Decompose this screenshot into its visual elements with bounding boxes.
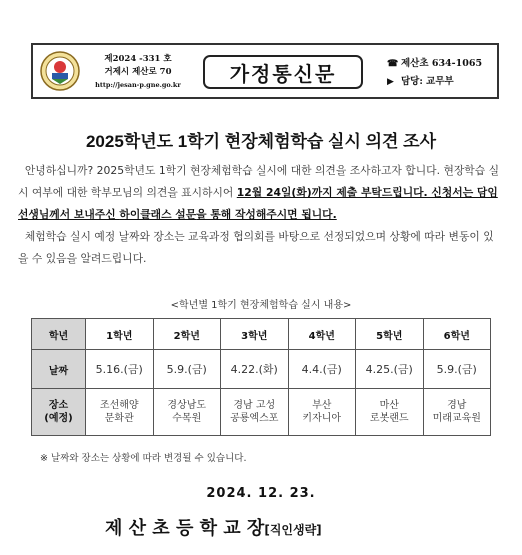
place-cell bbox=[288, 389, 356, 436]
deadline-text: 12월 24일(화)까지 제출 부탁드립니다. 신청서는 담임선생님께서 보내주신 bbox=[18, 186, 498, 221]
date-cell: 5.9.(금) bbox=[423, 350, 491, 389]
place-line: 문화관 bbox=[104, 413, 134, 424]
document-number: 제2024 -331 호 bbox=[104, 54, 172, 64]
intro-paragraph bbox=[18, 160, 500, 226]
table-header-row bbox=[32, 319, 491, 350]
place-line: 공룡엑스포 bbox=[230, 413, 279, 424]
phone-label: 제산초 634-1065 bbox=[401, 58, 483, 69]
notice-text: 체험학습 실시 예정 날짜와 장소는 교육과정 협의회를 바탕으로 선정되었으며 상황에 따라 변동이 있을 수 있음을 알려드립니다. bbox=[18, 230, 494, 265]
place-line: 미래교육원 bbox=[432, 413, 481, 424]
triangle-right-icon: ▶ bbox=[387, 77, 394, 87]
newsletter-title: 가정통신문 bbox=[203, 55, 363, 89]
place-line: 키자니아 bbox=[302, 413, 342, 424]
place-line: 경남 고성 bbox=[233, 400, 276, 411]
footnote: ※ 날짜와 장소는 상황에 따라 변경될 수 있습니다. bbox=[40, 453, 247, 464]
survey-name: 하이클래스 설문 bbox=[119, 208, 197, 221]
phone-line bbox=[387, 55, 502, 73]
place-line: 수목원 bbox=[172, 413, 202, 424]
signature-text: 제 산 초 등 학 교 장 bbox=[105, 518, 265, 539]
place-line: 경남 bbox=[447, 400, 467, 411]
place-line: 로봇랜드 bbox=[369, 413, 409, 424]
stamp-note: [직인생략] bbox=[264, 523, 322, 537]
issue-date: 2024. 12. 23. bbox=[206, 486, 316, 501]
header-cell: 1학년 bbox=[86, 319, 154, 350]
manager-label: 담당: 교무부 bbox=[401, 76, 454, 87]
place-line: 부산 bbox=[312, 400, 332, 411]
newsletter-header bbox=[31, 43, 499, 99]
header-cell: 학년 bbox=[32, 319, 86, 350]
place-line: 마산 bbox=[379, 400, 399, 411]
place-line: 경상남도 bbox=[167, 400, 207, 411]
field-trip-table bbox=[31, 318, 491, 436]
header-cell: 3학년 bbox=[221, 319, 289, 350]
place-cell bbox=[221, 389, 289, 436]
place-cell bbox=[153, 389, 221, 436]
intro-text-d: 을 통해 작성해주시면 됩니다. bbox=[196, 208, 337, 221]
table-row-places bbox=[32, 389, 491, 436]
date-cell: 4.4.(금) bbox=[288, 350, 356, 389]
place-line: 조선해양 bbox=[99, 400, 139, 411]
date-cell: 4.25.(금) bbox=[356, 350, 424, 389]
table-row-dates bbox=[32, 350, 491, 389]
contact-info bbox=[387, 55, 502, 91]
school-address: 거제시 제산로 70 bbox=[104, 67, 172, 77]
notice-paragraph bbox=[18, 226, 500, 270]
row-label-place-line1: 장소 bbox=[48, 400, 69, 411]
place-cell bbox=[86, 389, 154, 436]
school-url: http://jesan-p.gne.go.kr bbox=[95, 81, 181, 89]
header-cell: 2학년 bbox=[153, 319, 221, 350]
phone-icon: ☎ bbox=[387, 59, 399, 69]
table-caption: <학년별 1학기 현장체험학습 실시 내용> bbox=[170, 300, 352, 311]
cut-off-text-fragment bbox=[210, 549, 250, 555]
header-cell: 4학년 bbox=[288, 319, 356, 350]
place-cell bbox=[423, 389, 491, 436]
document-info bbox=[88, 53, 188, 92]
header-cell: 6학년 bbox=[423, 319, 491, 350]
date-cell: 5.16.(금) bbox=[86, 350, 154, 389]
date-cell: 5.9.(금) bbox=[153, 350, 221, 389]
row-label-place bbox=[32, 389, 86, 436]
intro-text-a: 안녕하십니까? 2025학년도 1학기 현장체험학습 실시에 대한 의견을 조사하고자 합니다. 현장학습 실시 여부에 대한 학부모님의 의견을 표시하시어 bbox=[18, 164, 500, 199]
header-cell: 5학년 bbox=[356, 319, 424, 350]
date-cell: 4.22.(화) bbox=[221, 350, 289, 389]
principal-signature bbox=[105, 514, 435, 540]
row-label-date: 날짜 bbox=[32, 350, 86, 389]
page-title: 2025학년도 1학기 현장체험학습 실시 의견 조사 bbox=[85, 132, 437, 151]
row-label-place-line2: (예정) bbox=[44, 413, 73, 424]
place-cell bbox=[356, 389, 424, 436]
school-seal-icon bbox=[40, 51, 80, 91]
manager-line bbox=[387, 73, 502, 91]
